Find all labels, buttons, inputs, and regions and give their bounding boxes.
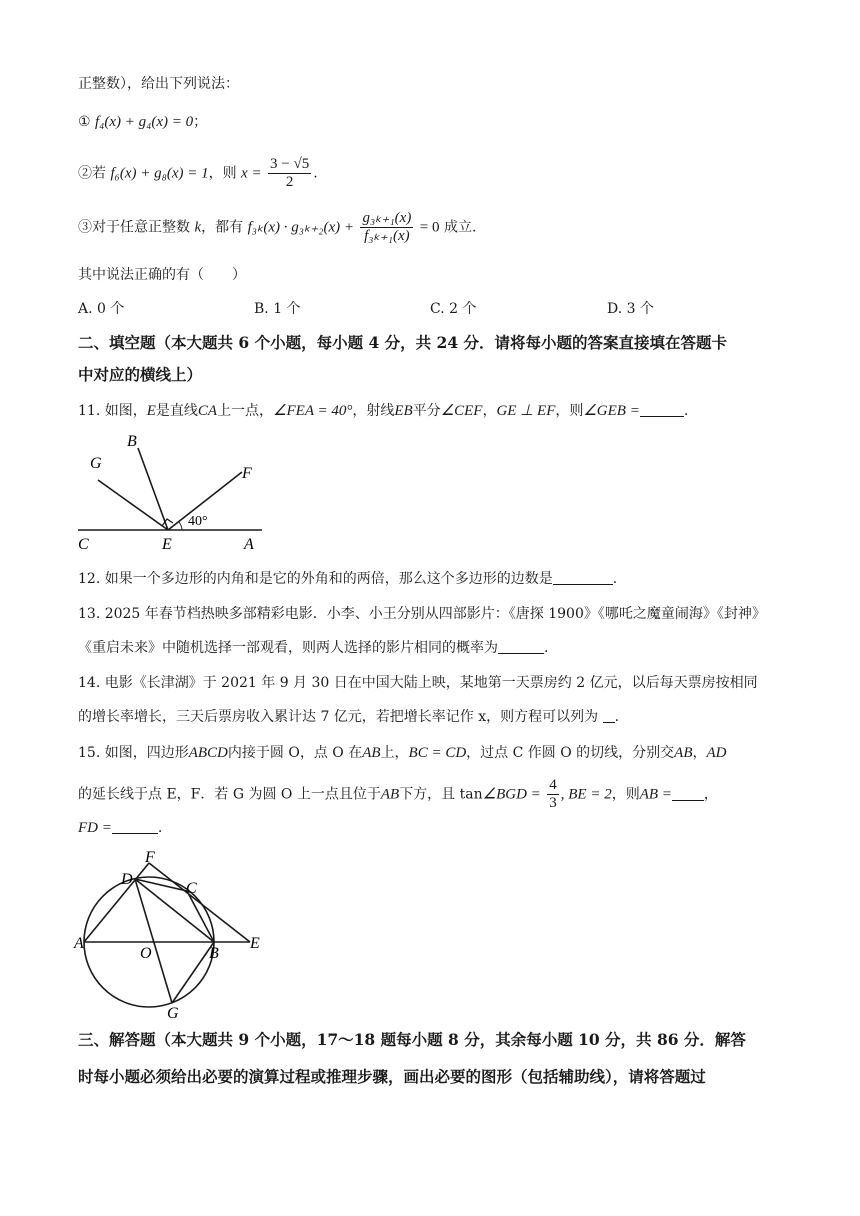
q11-angle-geb: ∠GEB = bbox=[583, 403, 640, 419]
statement-2-denominator: 2 bbox=[285, 174, 294, 190]
fig11-label-c: C bbox=[78, 536, 89, 553]
fig11-label-f: F bbox=[242, 465, 252, 482]
fig15-label-g: G bbox=[167, 1005, 179, 1020]
fig15-label-e: E bbox=[250, 935, 260, 952]
fig11-label-e: E bbox=[162, 536, 172, 553]
question-14-line-2 bbox=[78, 706, 619, 728]
statement-3-denominator: f₃ₖ₊₁(x) bbox=[364, 228, 410, 244]
q13-end: . bbox=[544, 640, 549, 656]
q14-answer-blank bbox=[603, 708, 615, 723]
q11-angle-fea: ∠FEA = 40° bbox=[273, 403, 353, 419]
q11-angle-cef: ∠CEF bbox=[440, 403, 483, 419]
statement-1-end: ； bbox=[193, 114, 208, 130]
q11-perpendicular: GE ⊥ EF bbox=[496, 403, 556, 419]
statement-1-expr: f₄(x) + g₄(x) = 0 bbox=[95, 114, 194, 130]
fig15-label-o: O bbox=[140, 945, 152, 962]
q14-end: . bbox=[614, 709, 620, 725]
statement-3-eq: = 0 bbox=[419, 219, 440, 236]
section-2-heading-line-2: 中对应的横线上） bbox=[78, 365, 203, 384]
fig11-label-b: B bbox=[127, 433, 137, 450]
statement-2-end: . bbox=[313, 165, 318, 182]
fig11-angle-label: 40° bbox=[188, 514, 208, 529]
q15-ab-eq: AB = bbox=[639, 786, 672, 803]
q11-end: . bbox=[683, 403, 689, 419]
q12-text: 12. 如果一个多边形的内角和是它的外角和的两倍，那么这个多边形的边数是 bbox=[78, 571, 553, 587]
q11-text-a: 11. 如图， bbox=[78, 403, 147, 419]
q15-fraction-numerator: 4 bbox=[549, 777, 557, 793]
statement-2-expr: f₆(x) + g₈(x) = 1 bbox=[110, 165, 209, 182]
question-12 bbox=[78, 568, 617, 590]
section-3-heading-line-2: 时每小题必须给出必要的演算过程或推理步骤，画出必要的图形（包括辅助线），请将答题过 bbox=[78, 1067, 706, 1086]
q10-statement-3 bbox=[78, 210, 476, 245]
statement-3-fraction bbox=[360, 210, 413, 245]
q15-angle-bgd: ∠BGD = bbox=[482, 786, 541, 803]
q15-fd-eq: FD = bbox=[78, 820, 112, 836]
q11-point-e: E bbox=[146, 403, 156, 419]
fig15-label-a: A bbox=[74, 935, 84, 952]
q10-question: 其中说法正确的有（ ） bbox=[78, 267, 246, 283]
fig15-label-b: B bbox=[209, 945, 219, 962]
q15-text-l2a: 的延长线于点 E，F．若 G 为圆 O 上一点且位于 bbox=[78, 786, 381, 803]
question-15-line-2 bbox=[78, 777, 718, 812]
fig15-label-c: C bbox=[186, 880, 197, 897]
q11-text-g: ，则 bbox=[555, 403, 584, 419]
q11-text-e: 平分 bbox=[412, 403, 441, 419]
q15-text-l2d: ，则 bbox=[611, 786, 640, 803]
figure-11 bbox=[70, 428, 270, 554]
question-11 bbox=[78, 400, 688, 422]
option-b: B. 1 个 bbox=[254, 301, 301, 317]
q15-ab-answer-blank bbox=[672, 786, 704, 801]
section-2-heading-line-1: 二、填空题（本大题共 6 个小题，每小题 4 分，共 24 分．请将每小题的答案直接填在答题卡 bbox=[78, 333, 728, 352]
q15-text-c: 上， bbox=[380, 745, 409, 761]
section-3-heading-line-1: 三、解答题（本大题共 9 个小题，17～18 题每小题 8 分，其余每小题 10 分，共 86 分．解答 bbox=[78, 1030, 746, 1049]
q15-text-a: 15. 如图，四边形 bbox=[78, 745, 189, 761]
fig15-label-d: D bbox=[121, 871, 133, 888]
option-d: D. 3 个 bbox=[607, 301, 654, 317]
q15-text-l2b: 下方，且 tan bbox=[399, 786, 483, 803]
q15-quad-abcd: ABCD bbox=[188, 745, 228, 761]
q15-bc-eq-cd: BC = CD bbox=[408, 745, 467, 761]
figure-15 bbox=[72, 845, 272, 1020]
q10-options bbox=[78, 298, 778, 320]
q11-text-c: 上一点， bbox=[217, 403, 274, 419]
q15-l2-end: ， bbox=[703, 786, 718, 803]
q11-line-ca: CA bbox=[197, 403, 218, 419]
question-14-line-1: 14. 电影《长津湖》于 2021 年 9 月 30 日在中国大陆上映，某地第一天票房约 2 亿元，以后每天票房按相同 bbox=[78, 675, 758, 691]
q10-intro: 正整数），给出下列说法： bbox=[78, 76, 239, 92]
q15-fraction bbox=[547, 777, 559, 812]
q12-end: . bbox=[612, 571, 618, 587]
statement-3-label: ③对于任意正整数 bbox=[78, 219, 190, 236]
q10-statement-1 bbox=[78, 111, 207, 133]
q15-segment-ab-2: AB bbox=[674, 745, 693, 761]
question-13-line-1: 13. 2025 年春节档热映多部精彩电影．小李、小王分别从四部影片：《唐探 1900》《哪吒之魔童闹海》《封神》 bbox=[78, 606, 766, 622]
q14-line-2-text: 的增长率增长，三天后票房收入累计达 7 亿元，若把增长率记作 x，则方程可以列为 bbox=[78, 709, 599, 725]
q11-text-f: ， bbox=[482, 403, 497, 419]
q12-answer-blank bbox=[553, 570, 613, 585]
statement-2-mid: ，则 bbox=[208, 165, 237, 182]
q15-text-b: 内接于圆 O，点 O 在 bbox=[227, 745, 363, 761]
q15-segment-ab: AB bbox=[362, 745, 381, 761]
q13-line-2-text: 《重启未来》中随机选择一部观看，则两人选择的影片相同的概率为 bbox=[78, 640, 498, 656]
q15-text-d: ，过点 C 作圆 O 的切线，分别交 bbox=[466, 745, 675, 761]
fig11-label-a: A bbox=[244, 536, 254, 553]
option-c: C. 2 个 bbox=[430, 301, 477, 317]
q11-text-d: ，射线 bbox=[352, 403, 395, 419]
statement-2-label: ②若 bbox=[78, 165, 106, 182]
question-15-line-3 bbox=[78, 817, 162, 839]
q11-answer-blank bbox=[640, 402, 684, 417]
statement-3-end: 成立. bbox=[443, 219, 477, 236]
q15-be-value: , BE = 2 bbox=[560, 786, 612, 803]
statement-3-expr: f₃ₖ(x) · g₃ₖ₊₂(x) + bbox=[247, 219, 354, 236]
q15-l3-end: . bbox=[157, 820, 163, 836]
question-15-line-1 bbox=[78, 742, 727, 764]
q13-answer-blank bbox=[498, 639, 544, 654]
q15-text-e: ， bbox=[692, 745, 707, 761]
statement-3-mid: ，都有 bbox=[201, 219, 244, 236]
statement-3-k: k bbox=[194, 219, 202, 236]
statement-1-label: ① bbox=[78, 114, 91, 130]
statement-2-numerator: 3 − √5 bbox=[270, 156, 310, 172]
statement-2-fraction bbox=[268, 156, 311, 191]
question-13-line-2 bbox=[78, 637, 548, 659]
statement-2-lhs: x = bbox=[241, 165, 262, 182]
option-a: A. 0 个 bbox=[78, 301, 125, 317]
q11-ray-eb: EB bbox=[394, 403, 413, 419]
fig11-label-g: G bbox=[90, 455, 102, 472]
q10-statement-2 bbox=[78, 156, 318, 191]
q11-text-b: 是直线 bbox=[155, 403, 198, 419]
q15-fd-answer-blank bbox=[112, 819, 158, 834]
q15-fraction-denominator: 3 bbox=[549, 795, 557, 811]
statement-3-numerator: g₃ₖ₊₁(x) bbox=[362, 210, 412, 226]
q15-segment-ad: AD bbox=[706, 745, 727, 761]
fig15-label-f: F bbox=[145, 849, 155, 866]
q15-segment-ab-3: AB bbox=[380, 786, 400, 803]
